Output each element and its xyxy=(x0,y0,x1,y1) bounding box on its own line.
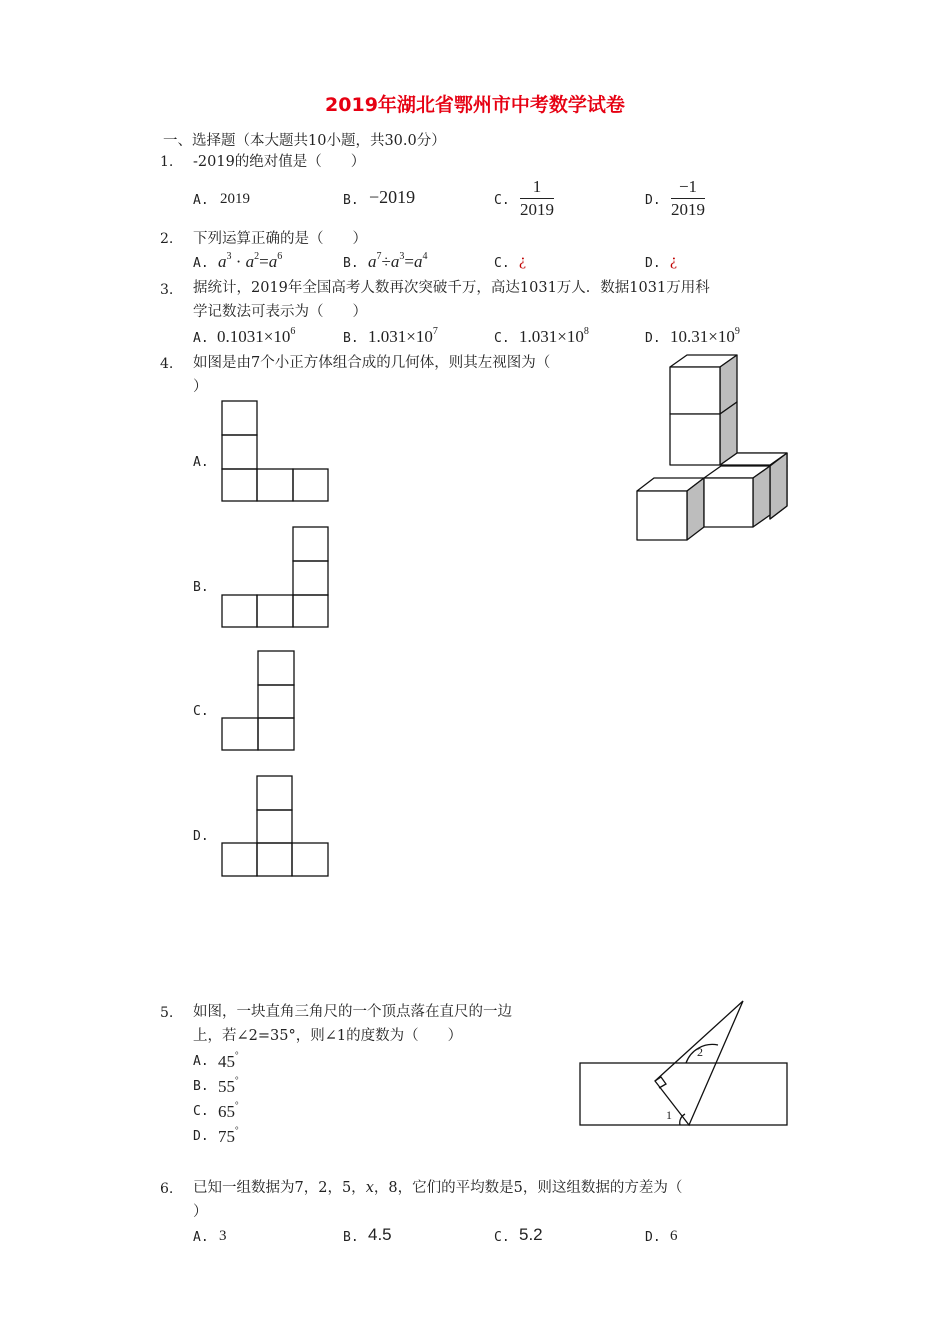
question-text: 已知一组数据为7，2，5，x，8，它们的平均数是5，则这组数据的方差为（ xyxy=(193,1180,683,1196)
option-label: B. xyxy=(343,193,359,208)
option-label: C. xyxy=(494,1230,510,1245)
option-label: A. xyxy=(193,331,209,346)
numerator: −1 xyxy=(671,177,705,199)
option-label: A. xyxy=(193,256,209,271)
math-expression: $0.1031\times 10^6$ xyxy=(217,326,296,346)
numerator: 1 xyxy=(520,177,554,199)
option-label: B. xyxy=(193,1079,209,1094)
option-label: A. xyxy=(193,1230,209,1245)
section-heading: 一、选择题（本大题共10小题，共30.0分） xyxy=(163,133,446,149)
option-value: 5.2 xyxy=(519,1225,543,1244)
page-title: 2019年湖北省鄂州市中考数学试卷 xyxy=(325,94,625,116)
option-label: D. xyxy=(645,256,661,271)
option-label: A. xyxy=(193,1054,209,1069)
garbled-glyph: ¿ xyxy=(670,252,678,269)
question-text: -2019的绝对值是（ ） xyxy=(193,154,366,170)
question-number: 4. xyxy=(160,356,174,372)
denominator: 2019 xyxy=(520,200,554,219)
option-label: D. xyxy=(645,193,661,208)
math-expression: $1.031\times 10^7$ xyxy=(368,326,438,346)
option-label: D. xyxy=(645,331,661,346)
option-label: D. xyxy=(645,1230,661,1245)
denominator: 2019 xyxy=(671,200,705,219)
option-label: C. xyxy=(494,193,510,208)
angle-1-label: 1 xyxy=(666,1108,672,1122)
option-label: D. xyxy=(193,829,209,844)
math-expression: $a^3 \cdot a^2=a^6$ xyxy=(218,251,283,271)
option-value: 65° xyxy=(218,1100,239,1121)
option-label: C. xyxy=(494,331,510,346)
option-value: 4.5 xyxy=(368,1225,392,1244)
option-label: B. xyxy=(343,256,359,271)
question-number: 1. xyxy=(160,154,174,170)
math-expression: $a^7\div a^3=a^4$ xyxy=(368,251,428,271)
question-text: ） xyxy=(193,1204,208,1220)
angle-2-label: 2 xyxy=(697,1045,703,1059)
question-text: ） xyxy=(193,379,208,395)
option-label: B. xyxy=(193,580,209,595)
option-value: 6 xyxy=(670,1228,678,1244)
option-label: A. xyxy=(193,455,209,470)
option-label: C. xyxy=(494,256,510,271)
option-value: 3 xyxy=(219,1228,227,1244)
option-value: 55° xyxy=(218,1075,239,1096)
question-text: 如图是由7个小正方体组合成的几何体，则其左视图为（ xyxy=(193,355,551,371)
option-label: C. xyxy=(193,1104,209,1119)
question-text: 学记数法可表示为（ ） xyxy=(193,304,367,320)
option-label: A. xyxy=(193,193,209,208)
question-number: 2. xyxy=(160,231,174,247)
question-text: 如图，一块直角三角尺的一个顶点落在直尺的一边 xyxy=(193,1004,512,1020)
question-text: 下列运算正确的是（ ） xyxy=(193,231,367,247)
math-expression: $1.031\times 10^8$ xyxy=(519,326,589,346)
question-text: 上，若∠2=35°，则∠1的度数为（ ） xyxy=(193,1028,463,1044)
garbled-glyph: ¿ xyxy=(519,252,527,269)
option-label: B. xyxy=(343,1230,359,1245)
question-number: 5. xyxy=(160,1005,174,1021)
math-expression: $10.31\times 10^9$ xyxy=(670,326,740,346)
question-number: 3. xyxy=(160,282,174,298)
option-label: D. xyxy=(193,1129,209,1144)
question-number: 6. xyxy=(160,1181,174,1197)
option-value: 45° xyxy=(218,1050,239,1071)
option-label: C. xyxy=(193,704,209,719)
question-text: 据统计，2019年全国高考人数再次突破千万，高达1031万人．数据1031万用科 xyxy=(193,280,710,296)
option-value: 2019 xyxy=(220,191,250,207)
option-label: B. xyxy=(343,331,359,346)
option-value: 75° xyxy=(218,1125,239,1146)
option-value: −2019 xyxy=(369,187,416,207)
